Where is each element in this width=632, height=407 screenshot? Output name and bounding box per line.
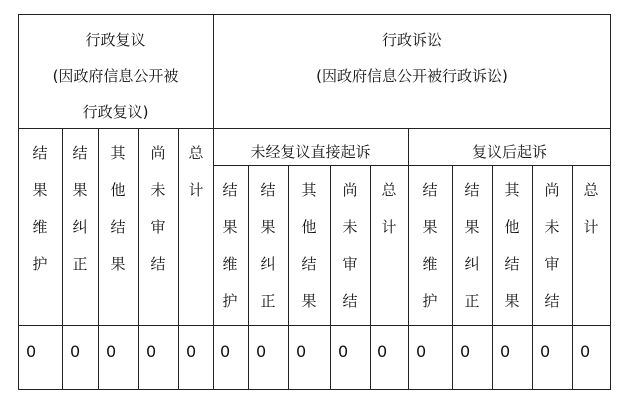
table-cell: 0	[500, 342, 511, 361]
table-cell: 0	[220, 342, 231, 361]
sub-header-after-review: 复议后起诉	[471, 143, 547, 161]
col-header-corrected: 结 果 纠 正	[72, 144, 88, 273]
col-divider	[62, 128, 63, 390]
table-cell: 0	[580, 342, 591, 361]
table-border-bottom	[18, 389, 611, 390]
col-header-pending: 尚 未 审 结	[544, 181, 560, 310]
table-cell: 0	[377, 342, 388, 361]
table-cell: 0	[338, 342, 349, 361]
col-header-upheld: 结 果 维 护	[422, 181, 438, 310]
col-header-total: 总 计	[381, 181, 397, 236]
row-divider	[18, 128, 611, 129]
col-header-total: 总 计	[188, 144, 204, 199]
col-divider	[452, 165, 453, 390]
table-cell: 0	[416, 342, 427, 361]
review-header-line2: (因政府信息公开被	[52, 67, 179, 85]
review-header-line1: 行政复议	[85, 31, 146, 49]
col-header-pending: 尚 未 审 结	[342, 181, 358, 310]
table-cell: 0	[146, 342, 157, 361]
col-header-upheld: 结 果 维 护	[32, 144, 48, 273]
table-cell: 0	[186, 342, 197, 361]
col-header-other: 其 他 结 果	[301, 181, 317, 310]
col-header-other: 其 他 结 果	[504, 181, 520, 310]
col-divider	[288, 165, 289, 390]
col-divider	[492, 165, 493, 390]
col-divider	[370, 165, 371, 390]
col-divider	[330, 165, 331, 390]
table-cell: 0	[540, 342, 551, 361]
col-header-total: 总 计	[583, 181, 599, 236]
col-divider	[248, 165, 249, 390]
col-divider	[408, 128, 409, 390]
col-divider	[138, 128, 139, 390]
row-divider	[213, 165, 611, 166]
table-cell: 0	[26, 342, 37, 361]
table-cell: 0	[70, 342, 81, 361]
col-divider	[532, 165, 533, 390]
sub-header-direct: 未经复议直接起诉	[250, 143, 371, 161]
litigation-header-line1: 行政诉讼	[381, 31, 442, 49]
col-header-upheld: 结 果 维 护	[222, 181, 238, 310]
col-header-other: 其 他 结 果	[110, 144, 126, 273]
table-cell: 0	[460, 342, 471, 361]
litigation-header-line2: (因政府信息公开被行政诉讼)	[316, 67, 508, 85]
col-header-corrected: 结 果 纠 正	[260, 181, 276, 310]
table-cell: 0	[106, 342, 117, 361]
table-cell: 0	[296, 342, 307, 361]
col-header-pending: 尚 未 审 结	[150, 144, 166, 273]
col-divider	[572, 165, 573, 390]
col-header-corrected: 结 果 纠 正	[464, 181, 480, 310]
review-header-line3: 行政复议)	[82, 103, 149, 121]
col-divider	[98, 128, 99, 390]
col-divider	[178, 128, 179, 390]
table-cell: 0	[256, 342, 267, 361]
table-border-top	[18, 14, 611, 15]
